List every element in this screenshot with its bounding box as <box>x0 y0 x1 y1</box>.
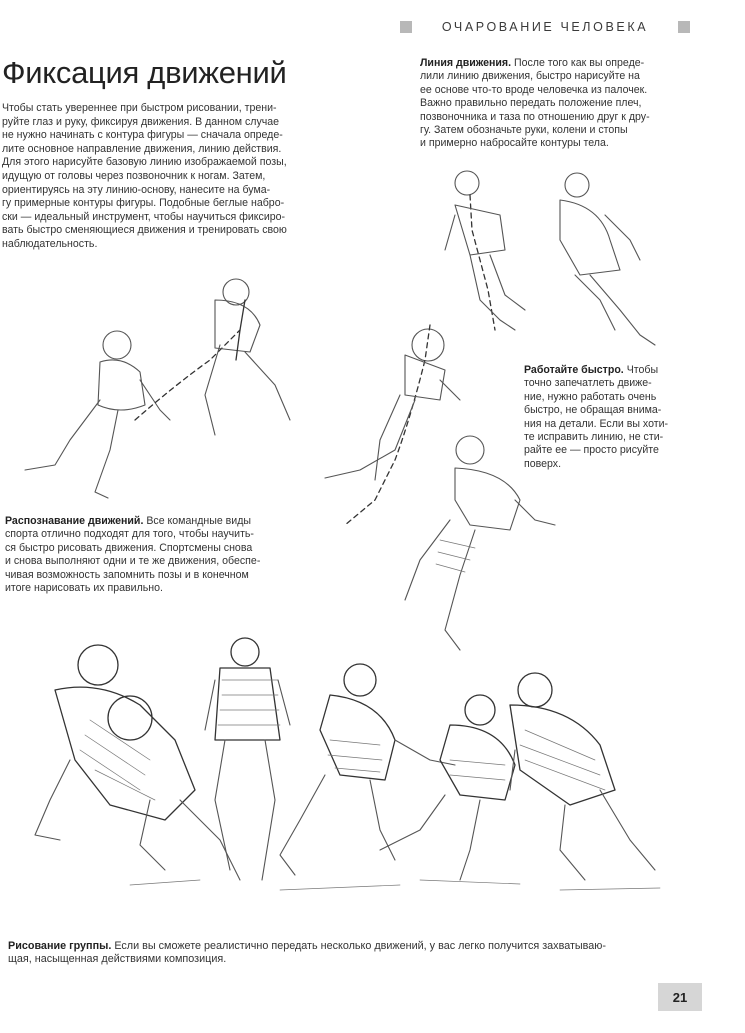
caption-line: гу. Затем обозначьте руки, колени и стопы <box>420 124 628 137</box>
caption-line: быстро, не обращая внима- <box>524 404 662 417</box>
caption-line: щая, насыщенная действиями композиция. <box>8 953 227 966</box>
sketch-group-players <box>35 638 660 890</box>
caption-line: спорта отлично подходят для того, чтобы научить- <box>5 528 254 541</box>
intro-line: ски — идеальный инструмент, чтобы научиться фиксиро- <box>2 210 286 223</box>
intro-line: лите основное направление движения, линию действия. <box>2 142 282 155</box>
intro-line: Для этого нарисуйте базовую линию изображаемой позы, <box>2 156 287 169</box>
intro-line: наблюдательность. <box>2 237 98 250</box>
caption-line: чивая возможность запомнить позы и в конечном <box>5 568 249 581</box>
caption-line: ния на детали. Если вы хоти- <box>524 417 669 430</box>
caption-heading: Линия движения. <box>420 57 512 69</box>
page-title: Фиксация движений <box>2 55 287 90</box>
caption-line: ся быстро рисовать движения. Спортсмены снова <box>5 541 253 554</box>
caption-heading: Распознавание движений. <box>5 515 144 527</box>
sketch-runner-1 <box>25 279 290 498</box>
caption-line: те исправить линию, не сти- <box>524 431 664 444</box>
caption-line: лили линию движения, быстро нарисуйте на <box>420 70 640 83</box>
caption-line: После того как вы опреде- <box>511 57 645 69</box>
caption-line: райте ее — просто рисуйте <box>524 444 659 457</box>
intro-line: Чтобы стать увереннее при быстром рисовании, трени- <box>2 102 277 114</box>
intro-line: гу примерные контуры фигуры. Подобные беглые набро- <box>2 197 285 210</box>
intro-line: вать быстро сменяющиеся движения и тренировать свою <box>2 224 287 237</box>
caption-heading: Рисование группы. <box>8 940 112 952</box>
caption-line: поверх. <box>524 457 562 470</box>
caption-line: итоге нарисовать их правильно. <box>5 582 163 595</box>
caption-line: позвоночника и таза по отношению друг к дру- <box>420 110 650 123</box>
caption-line: Чтобы <box>623 364 659 376</box>
sketch-runner-4 <box>405 436 555 650</box>
intro-line: идущую от головы через позвоночник к ногам. Затем, <box>2 169 266 182</box>
caption-line: ние, нужно работать очень <box>524 390 657 403</box>
caption-group-drawing <box>8 940 698 967</box>
caption-line: Все командные виды <box>143 515 252 527</box>
intro-line: ориентируясь на эту линию-основу, нанесите на бума- <box>2 183 271 196</box>
intro-line: руйте глаз и руку, фиксируя движения. В данном случае <box>2 115 280 128</box>
sketch-runner-3 <box>445 171 655 345</box>
caption-line: и снова выполняют одни и те же движения, обеспе- <box>5 555 261 568</box>
intro-line: не нужно начинать с контура фигуры — сначала опреде- <box>2 129 283 142</box>
section-title: ОЧАРОВАНИЕ ЧЕЛОВЕКА <box>441 20 649 34</box>
page-number: 21 <box>658 983 702 1011</box>
caption-line: точно запечатлеть движе- <box>524 377 652 390</box>
caption-line: ее основе что-то вроде человечка из палочек. <box>420 83 648 96</box>
caption-line: Важно правильно передать положение плеч, <box>420 97 642 110</box>
sketch-runner-2 <box>325 325 460 525</box>
caption-line: Если вы сможете реалистично передать несколько движений, у вас легко получится захватываю- <box>111 940 606 952</box>
caption-line: и примерно набросайте контуры тела. <box>420 137 609 150</box>
caption-heading: Работайте быстро. <box>524 364 624 376</box>
